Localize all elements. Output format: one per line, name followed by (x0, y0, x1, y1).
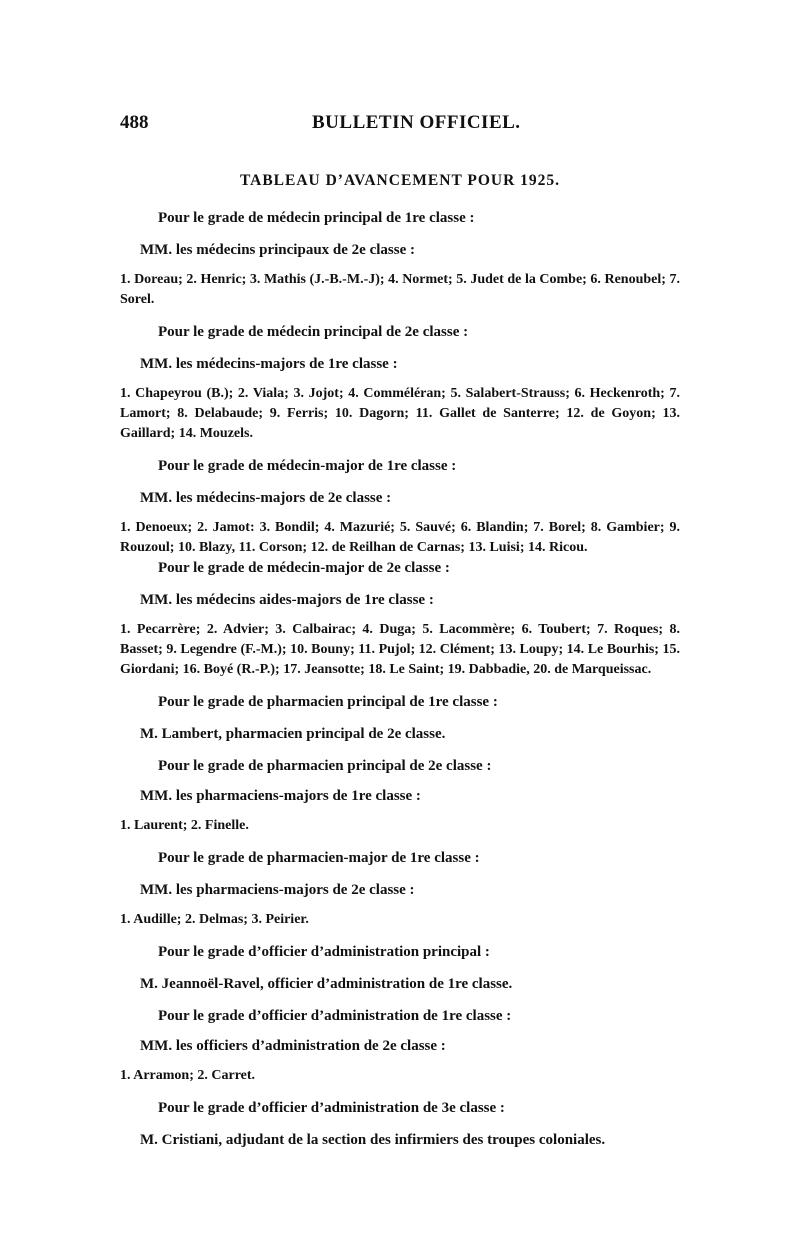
grade-heading: Pour le grade de médecin principal de 2e classe : (158, 324, 469, 340)
grade-heading: Pour le grade de pharmacien-major de 1re classe : (158, 850, 480, 866)
candidate-list: 1. Audille; 2. Delmas; 3. Peirier. (120, 912, 309, 927)
page-number: 488 (120, 112, 149, 133)
grade-heading: Pour le grade de pharmacien principal de 1re classe : (158, 694, 498, 710)
candidates-heading: MM. les officiers d’administration de 2e classe : (140, 1038, 446, 1054)
candidate-entry: M. Jeannoël-Ravel, officier d’administration de 1re classe. (140, 976, 513, 992)
grade-heading: Pour le grade de médecin-major de 1re classe : (158, 458, 457, 474)
running-header (120, 112, 680, 142)
candidate-list: 1. Doreau; 2. Henric; 3. Mathis (J.-B.-M.-J); 4. Normet; 5. Judet de la Combe; 6. Renoubel; 7. Sorel. (120, 272, 680, 307)
grade-heading: Pour le grade d’officier d’administration de 3e classe : (158, 1100, 505, 1116)
candidate-list: 1. Denoeux; 2. Jamot: 3. Bondil; 4. Mazurié; 5. Sauvé; 6. Blandin; 7. Borel; 8. Gambier; 9. Rouzoul; 10. Blazy, 11. Corson; 12. de Reilhan de Carnas; 13. Luisi; 14. Ricou. (120, 520, 680, 555)
candidates-heading: MM. les médecins principaux de 2e classe : (140, 242, 415, 258)
grade-heading: Pour le grade de médecin principal de 1re classe : (158, 210, 475, 226)
candidate-list: 1. Laurent; 2. Finelle. (120, 818, 249, 833)
candidate-list: 1. Chapeyrou (B.); 2. Viala; 3. Jojot; 4. Comméléran; 5. Salabert-Strauss; 6. Heckenroth; 7. Lamort; 8. Delabaude; 9. Ferris; 10. Dagorn; 11. Gallet de Santerre; 12. de Goyon; 13. Gaillard; 14. Mouzels. (120, 386, 680, 441)
candidate-list: 1. Arramon; 2. Carret. (120, 1068, 256, 1083)
candidate-entry: M. Cristiani, adjudant de la section des infirmiers des troupes coloniales. (140, 1132, 606, 1148)
candidates-heading: MM. les médecins-majors de 1re classe : (140, 356, 398, 372)
candidate-list: 1. Pecarrère; 2. Advier; 3. Calbairac; 4. Duga; 5. Lacommère; 6. Toubert; 7. Roques; 8. Basset; 9. Legendre (F.-M.); 10. Bouny; 11. Pujol; 12. Clément; 13. Loupy; 14. Le Bourhis; 15. Giordani; 16. Boyé (R.-P.); 17. Jeansotte; 18. Le Saint; 19. Dabbadie, 20. de Marqueissac. (120, 622, 680, 677)
grade-heading: Pour le grade de pharmacien principal de 2e classe : (158, 758, 492, 774)
document-title: TABLEAU D’AVANCEMENT POUR 1925. (239, 172, 561, 189)
grade-heading: Pour le grade d’officier d’administration principal : (158, 944, 490, 960)
candidates-heading: MM. les médecins aides-majors de 1re classe : (140, 592, 434, 608)
candidates-heading: MM. les médecins-majors de 2e classe : (140, 490, 392, 506)
grade-heading: Pour le grade de médecin-major de 2e classe : (158, 560, 450, 576)
candidate-entry: M. Lambert, pharmacien principal de 2e classe. (140, 726, 446, 742)
page-body (120, 172, 680, 1150)
grade-heading: Pour le grade d’officier d’administration de 1re classe : (158, 1008, 512, 1024)
candidates-heading: MM. les pharmaciens-majors de 2e classe : (140, 882, 415, 898)
running-title: BULLETIN OFFICIEL. (312, 112, 521, 133)
candidates-heading: MM. les pharmaciens-majors de 1re classe : (140, 788, 421, 804)
